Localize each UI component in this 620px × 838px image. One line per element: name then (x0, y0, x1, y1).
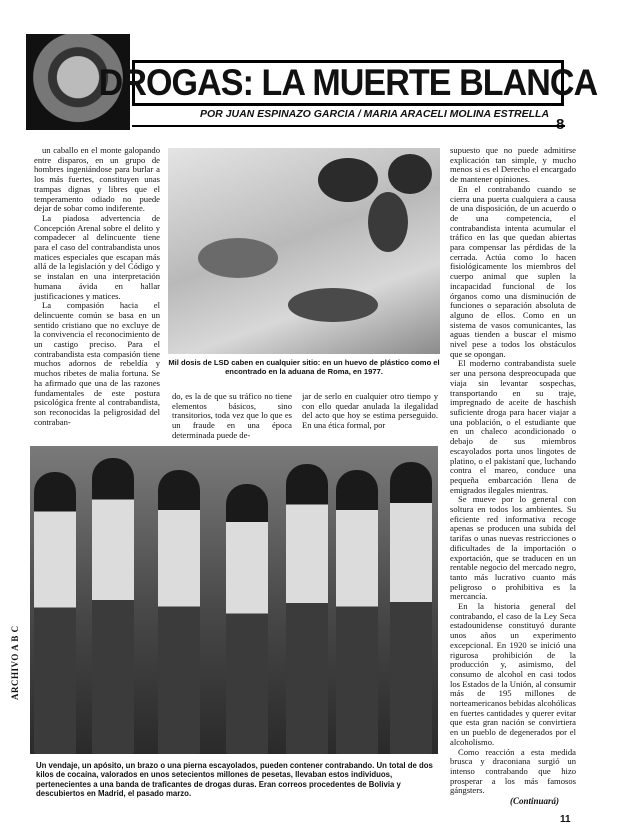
paragraph: supuesto que no puede admitirse explicación tan simple, y mucho menos si es el Derecho el encargado de mantener opiniones. (450, 146, 576, 185)
photo-caption-group: Un vendaje, un apósito, un brazo o una pierna escayolados, pueden contener contrabando. Un total de dos kilos de cocaína, valorados en unos setecientos millones de pesetas, llevaban estos individuos, pertenecientes a una banda de traficantes de drogas duras. Eran correos procedentes de Bolivia y descubiertos en Madrid, el pasado marzo. (36, 761, 433, 799)
paragraph: Se mueve por lo general con soltura en todos los ambientes. Su eficiente red informativa recoge apenas se producen una subida del tarifas o unas nuevas restricciones o dificultades de la importación o exportación, que se traducen en un rentable negocio del mercado negro, tanto más lucrativo cuanto más peligroso o prohibitiva es la mercancía. (450, 494, 576, 602)
archive-label: ARCHIVO A B C (10, 625, 20, 700)
paragraph: La compasión hacia el delincuente común se basa en un sentido cristiano que no excluye de la convivencia el reconocimiento de un castigo preciso. Para el contrabandista esta compasión tiene muchos adornos de rebeldía y muchos ribetes de malia fortuna. Se ha afirmado que una de las razones fundamentales de este postura psicológica frente al contrabandista, son reconocidas la peligrosidad del contraban- (34, 300, 160, 427)
headline: DROGAS: LA MUERTE BLANCA (98, 62, 598, 103)
byline: POR JUAN ESPINAZO GARCIA / MARIA ARACELI MOLINA ESTRELLA (200, 108, 550, 120)
paragraph: En la historia general del contrabando, el caso de la Ley Seca estadounidense constituyó durante unos años un experimento excepcional. En 1920 se inició una rigurosa prohibición de la producción y, asimismo, del consumo de alcohol en casi todos los Estados de la Unión, al consumir más de 195 millones de norteamericanos bebidas alcohólicas en fuertes cantidades y querer evitar que esta gran nación se convirtiera en un pueblo de degenerados por el alcoholismo. (450, 601, 576, 747)
headline-box (98, 60, 598, 106)
photo-caption-lsd: Mil dosis de LSD caben en cualquier sitio: en un huevo de plástico como el encontrado en la aduana de Roma, en 1977. (168, 358, 440, 376)
text-column-1 (34, 146, 160, 434)
text-column-2 (172, 392, 292, 442)
paragraph: do, es la de que su tráfico no tiene elementos básicos, sino transitorios, toda vez que lo que es un fraude en una época determinada puede de- (172, 392, 292, 440)
text-column-3 (302, 392, 438, 442)
paragraph: La piadosa advertencia de Concepción Arenal sobre el delito y compadecer al delincuente tiene para el caso del contrabandista unos matices especiales que escapan más allá de la legislación y del Código y se instalan en una interpretación humana ávida en hallar justificaciones y matices. (34, 212, 160, 301)
header-rule (132, 125, 565, 127)
paragraph: En el contrabando cuando se cierra una puerta cualquiera a causa de una disposición, de un acuerdo o de una competencia, el contrabandista intenta acumular el tráfico en las que quedan abiertas para compensar las pérdidas de la cerrada. Actúa como lo hacen fisiológicamente los miembros del cuerpo animal que suplen la incapacidad funcional de los órganos como una disminución de funciones o separación absoluta de alguno de ellos. Como en un sistema de vasos comunicantes, las aguas tienden a buscar el mismo nivel pese a todos los obstáculos que se opongan. (450, 183, 576, 359)
paragraph: un caballo en el monte galopando entre disparos, en un grupo de hombres ingeniándose para burlar a los más fuertes, constituyen unas trampas dignas y libres que el temperamento odiado no puede dejar de sobar como indiferente. (34, 146, 160, 214)
paragraph: El moderno contrabandista suele ser una persona despreocupada que viaja sin levantar sospechas, transportando en su traje, impregnado de aceite de haschish suficiente droga para hacer viajar a una población, o el estudiante que en un chaleco acondicionado o debajo de sus miembros escayolados porta unos lingotes de platino, o el pakistaní que, luchando contra el mareo, conduce una pequeña embarcación llena de emigrados ilegales mientras. (450, 358, 576, 495)
page-number: 11 (560, 814, 571, 825)
paragraph: Como reacción a esta medida brusca y draconiana surgió un intenso contrabando que hizo prosperar a los más famosos gángsters. (450, 746, 576, 796)
paragraph: jar de serlo en cualquier otro tiempo y con ello quedar anulada la ilegalidad del acto que hoy se estima perseguido. En una ética formal, por (302, 392, 438, 431)
continued-note: (Continuará) (510, 796, 560, 806)
smugglers-group-photo (30, 446, 438, 754)
lsd-photo (168, 148, 440, 354)
text-column-4 (450, 146, 576, 800)
